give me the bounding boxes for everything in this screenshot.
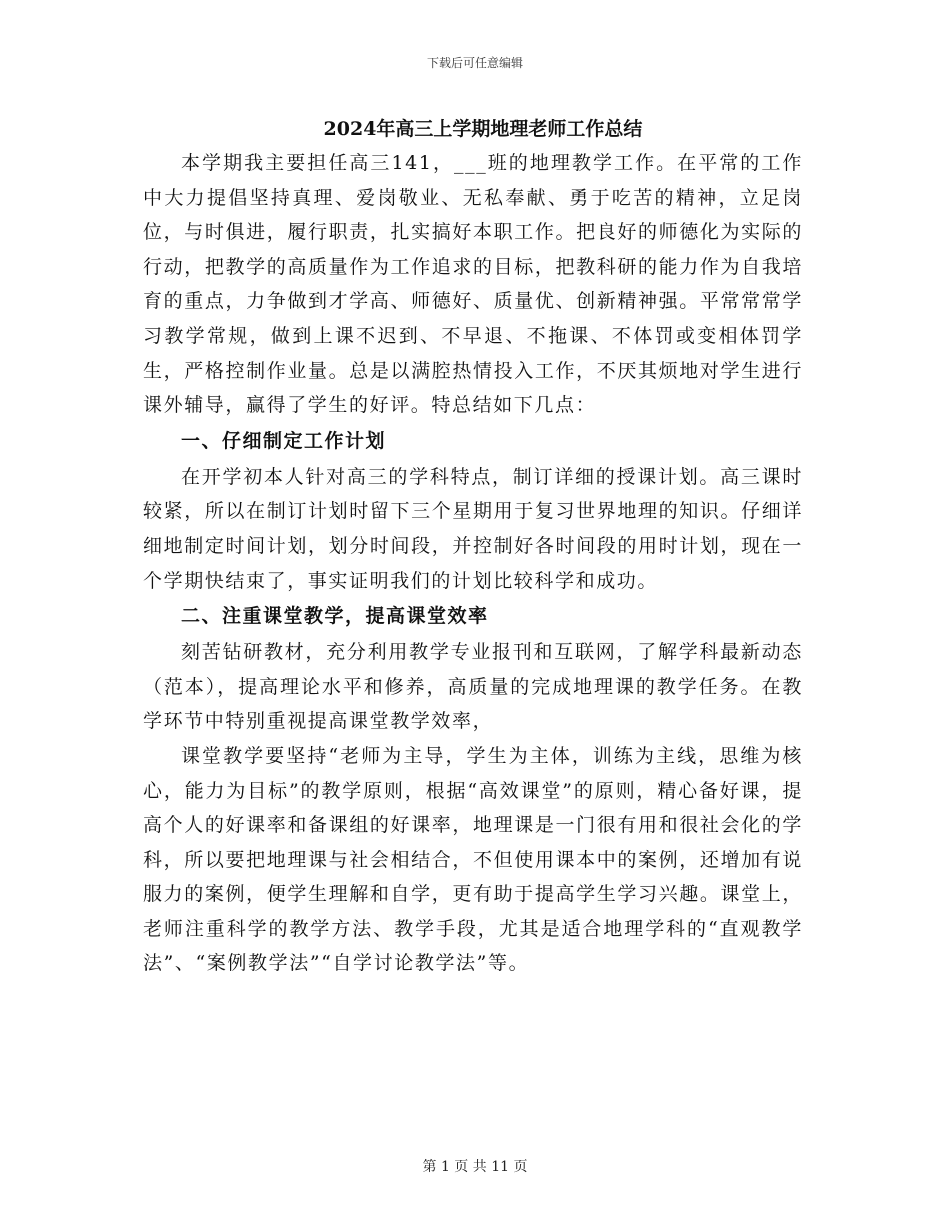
intro-paragraph: 本学期我主要担任高三141，___班的地理教学工作。在平常的工作中大力提倡坚持真理、爱岗敬业、无私奉献、勇于吃苦的精神，立足岗位，与时俱进，履行职责，扎实搞好本职工作。把良好的师德化为实际的行动，把教学的高质量作为工作追求的目标，把教科研的能力作为自我培育的重点，力争做到才学高、师德好、质量优、创新精神强。平常常常学习教学常规，做到上课不迟到、不早退、不拖课、不体罚或变相体罚学生，严格控制作业量。总是以满腔热情投入工作，不厌其烦地对学生进行课外辅导，赢得了学生的好评。特总结如下几点：	[143, 152, 803, 417]
section-2-paragraph-1: 刻苦钻研教材，充分利用教学专业报刊和互联网，了解学科最新动态（范本），提高理论水平和修养，高质量的完成地理课的教学任务。在教学环节中特别重视提高课堂教学效率，	[143, 641, 803, 733]
page-number-footer: 第 1 页 共 11 页	[422, 1159, 528, 1175]
document-body	[143, 112, 803, 981]
section-1-paragraph: 在开学初本人针对高三的学科特点，制订详细的授课计划。高三课时较紧，所以在制订计划时留下三个星期用于复习世界地理的知识。仔细详细地制定时间计划，划分时间段，并控制好各时间段的用时计划，现在一个学期快结束了，事实证明我们的计划比较科学和成功。	[143, 465, 803, 592]
section-2-paragraph-2: 课堂教学要坚持“老师为主导，学生为主体，训练为主线，思维为核心，能力为目标”的教学原则，根据“高效课堂”的原则，精心备好课，提高个人的好课率和备课组的好课率，地理课是一门很有用和很社会化的学科，所以要把地理课与社会相结合，不但使用课本中的案例，还增加有说服力的案例，便学生理解和自学，更有助于提高学生学习兴趣。课堂上，老师注重科学的教学方法、教学手段，尤其是适合地理学科的“直观教学法”、“案例教学法”“自学讨论教学法”等。	[143, 744, 803, 975]
document-title: 2024年高三上学期地理老师工作总结	[323, 118, 643, 140]
section-1-heading: 一、仔细制定工作计划	[181, 429, 387, 452]
header-note: 下载后可任意编辑	[426, 56, 523, 70]
section-2-heading: 二、注重课堂教学，提高课堂效率	[181, 605, 489, 628]
